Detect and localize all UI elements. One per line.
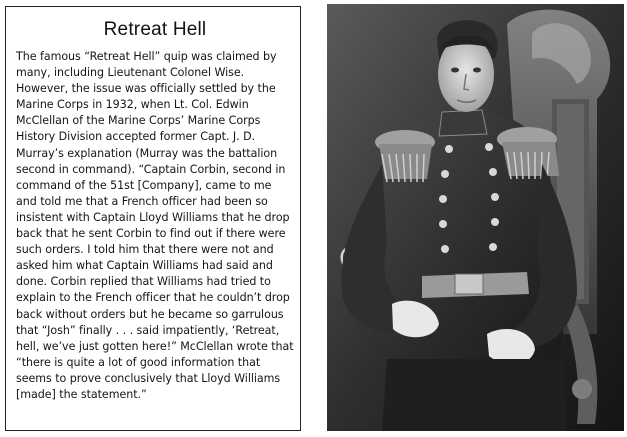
sidebar-title: Retreat Hell — [103, 19, 207, 40]
sidebar-box — [5, 6, 301, 431]
portrait-illustration — [327, 4, 624, 431]
belt — [422, 272, 529, 298]
trousers — [382, 359, 567, 431]
sidebar-body-text: The famous “Retreat Hell” quip was claimed by many, including Lieutenant Colonel Wise. However, the issue was officially settled by the Marine Corps in 1932, when Lt. Col. Edwin McClellan of the Marine Corps’ Marine Corps History Division accepted former Capt. J. D. Murray’s explanation (Murray was the battalion second in command). “Captain Corbin, second in command of the 51st [Company], came to me and told me that a French officer had been so insistent with Captain Lloyd Williams that he drop back that he sent Corbin to find out if there were such orders. I told him that there were not and asked him what Captain Williams had said and done. Corbin replied that Williams had tried to explain to the French officer that he couldn’t drop back without orders but he became so garrulous that “Josh” finally . . . said impatiently, ‘Retreat, hell, we’ve just gotten here!” McClellan wrote that “there is quite a lot of good information that seems to prove conclusively that Lloyd Williams [made] the statement.” — [16, 50, 294, 401]
collar — [439, 110, 487, 136]
portrait-photo — [327, 4, 624, 431]
